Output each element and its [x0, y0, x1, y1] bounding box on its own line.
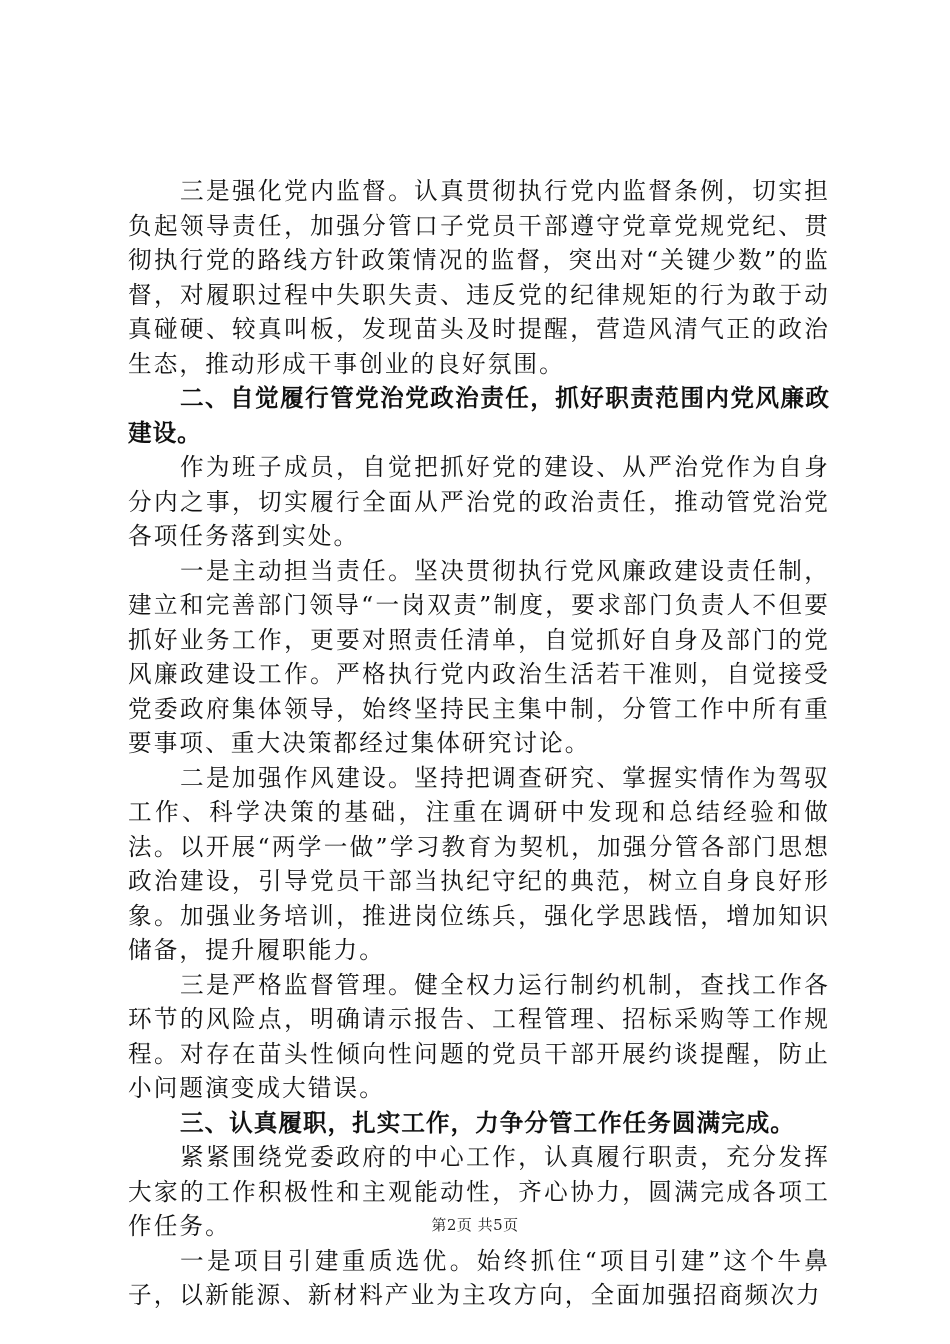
- paragraph-section-3-intro: 紧紧围绕党委政府的中心工作，认真履行职责，充分发挥大家的工作积极性和主观能动性，齐心协力，圆满完成各项工作任务。: [128, 1143, 830, 1240]
- paragraph-take-responsibility: 一是主动担当责任。坚决贯彻执行党风廉政建设责任制，建立和完善部门领导“一岗双责”制度，要求部门负责人不但要抓好业务工作，更要对照责任清单，自觉抓好自身及部门的党风廉政建设工作。严格执行党内政治生活若干准则，自觉接受党委政府集体领导，始终坚持民主集中制，分管工作中所有重要事项、重大决策都经过集体研究讨论。: [128, 556, 830, 757]
- paragraph-project-introduction: 一是项目引建重质选优。始终抓住“项目引建”这个牛鼻子，以新能源、新材料产业为主攻方向，全面加强招商频次力: [128, 1246, 830, 1309]
- document-body: [128, 174, 830, 1313]
- paragraph-section-2-intro: 作为班子成员，自觉把抓好党的建设、从严治党作为自身分内之事，切实履行全面从严治党的政治责任，推动管党治党各项任务落到实处。: [128, 453, 830, 550]
- section-heading-2: 二、自觉履行管党治党政治责任，抓好职责范围内党风廉政建设。: [128, 384, 830, 447]
- page-number-footer: 第2页 共5页: [431, 1216, 519, 1234]
- paragraph-supervision-management: 三是严格监督管理。健全权力运行制约机制，查找工作各环节的风险点，明确请示报告、工程管理、招标采购等工作规程。对存在苗头性倾向性问题的党员干部开展约谈提醒，防止小问题演变成大错误。: [128, 970, 830, 1102]
- paragraph-strengthen-supervision: 三是强化党内监督。认真贯彻执行党内监督条例，切实担负起领导责任，加强分管口子党员干部遵守党章党规党纪、贯彻执行党的路线方针政策情况的监督，突出对“关键少数”的监督，对履职过程中失职失责、违反党的纪律规矩的行为敢于动真碰硬、较真叫板，发现苗头及时提醒，营造风清气正的政治生态，推动形成干事创业的良好氛围。: [128, 177, 830, 378]
- section-heading-3: 三、认真履职，扎实工作，力争分管工作任务圆满完成。: [180, 1108, 795, 1137]
- paragraph-work-style: 二是加强作风建设。坚持把调查研究、掌握实情作为驾驭工作、科学决策的基础，注重在调研中发现和总结经验和做法。以开展“两学一做”学习教育为契机，加强分管各部门思想政治建设，引导党员干部当执纪守纪的典范，树立自身良好形象。加强业务培训，推进岗位练兵，强化学思践悟，增加知识储备，提升履职能力。: [128, 763, 830, 964]
